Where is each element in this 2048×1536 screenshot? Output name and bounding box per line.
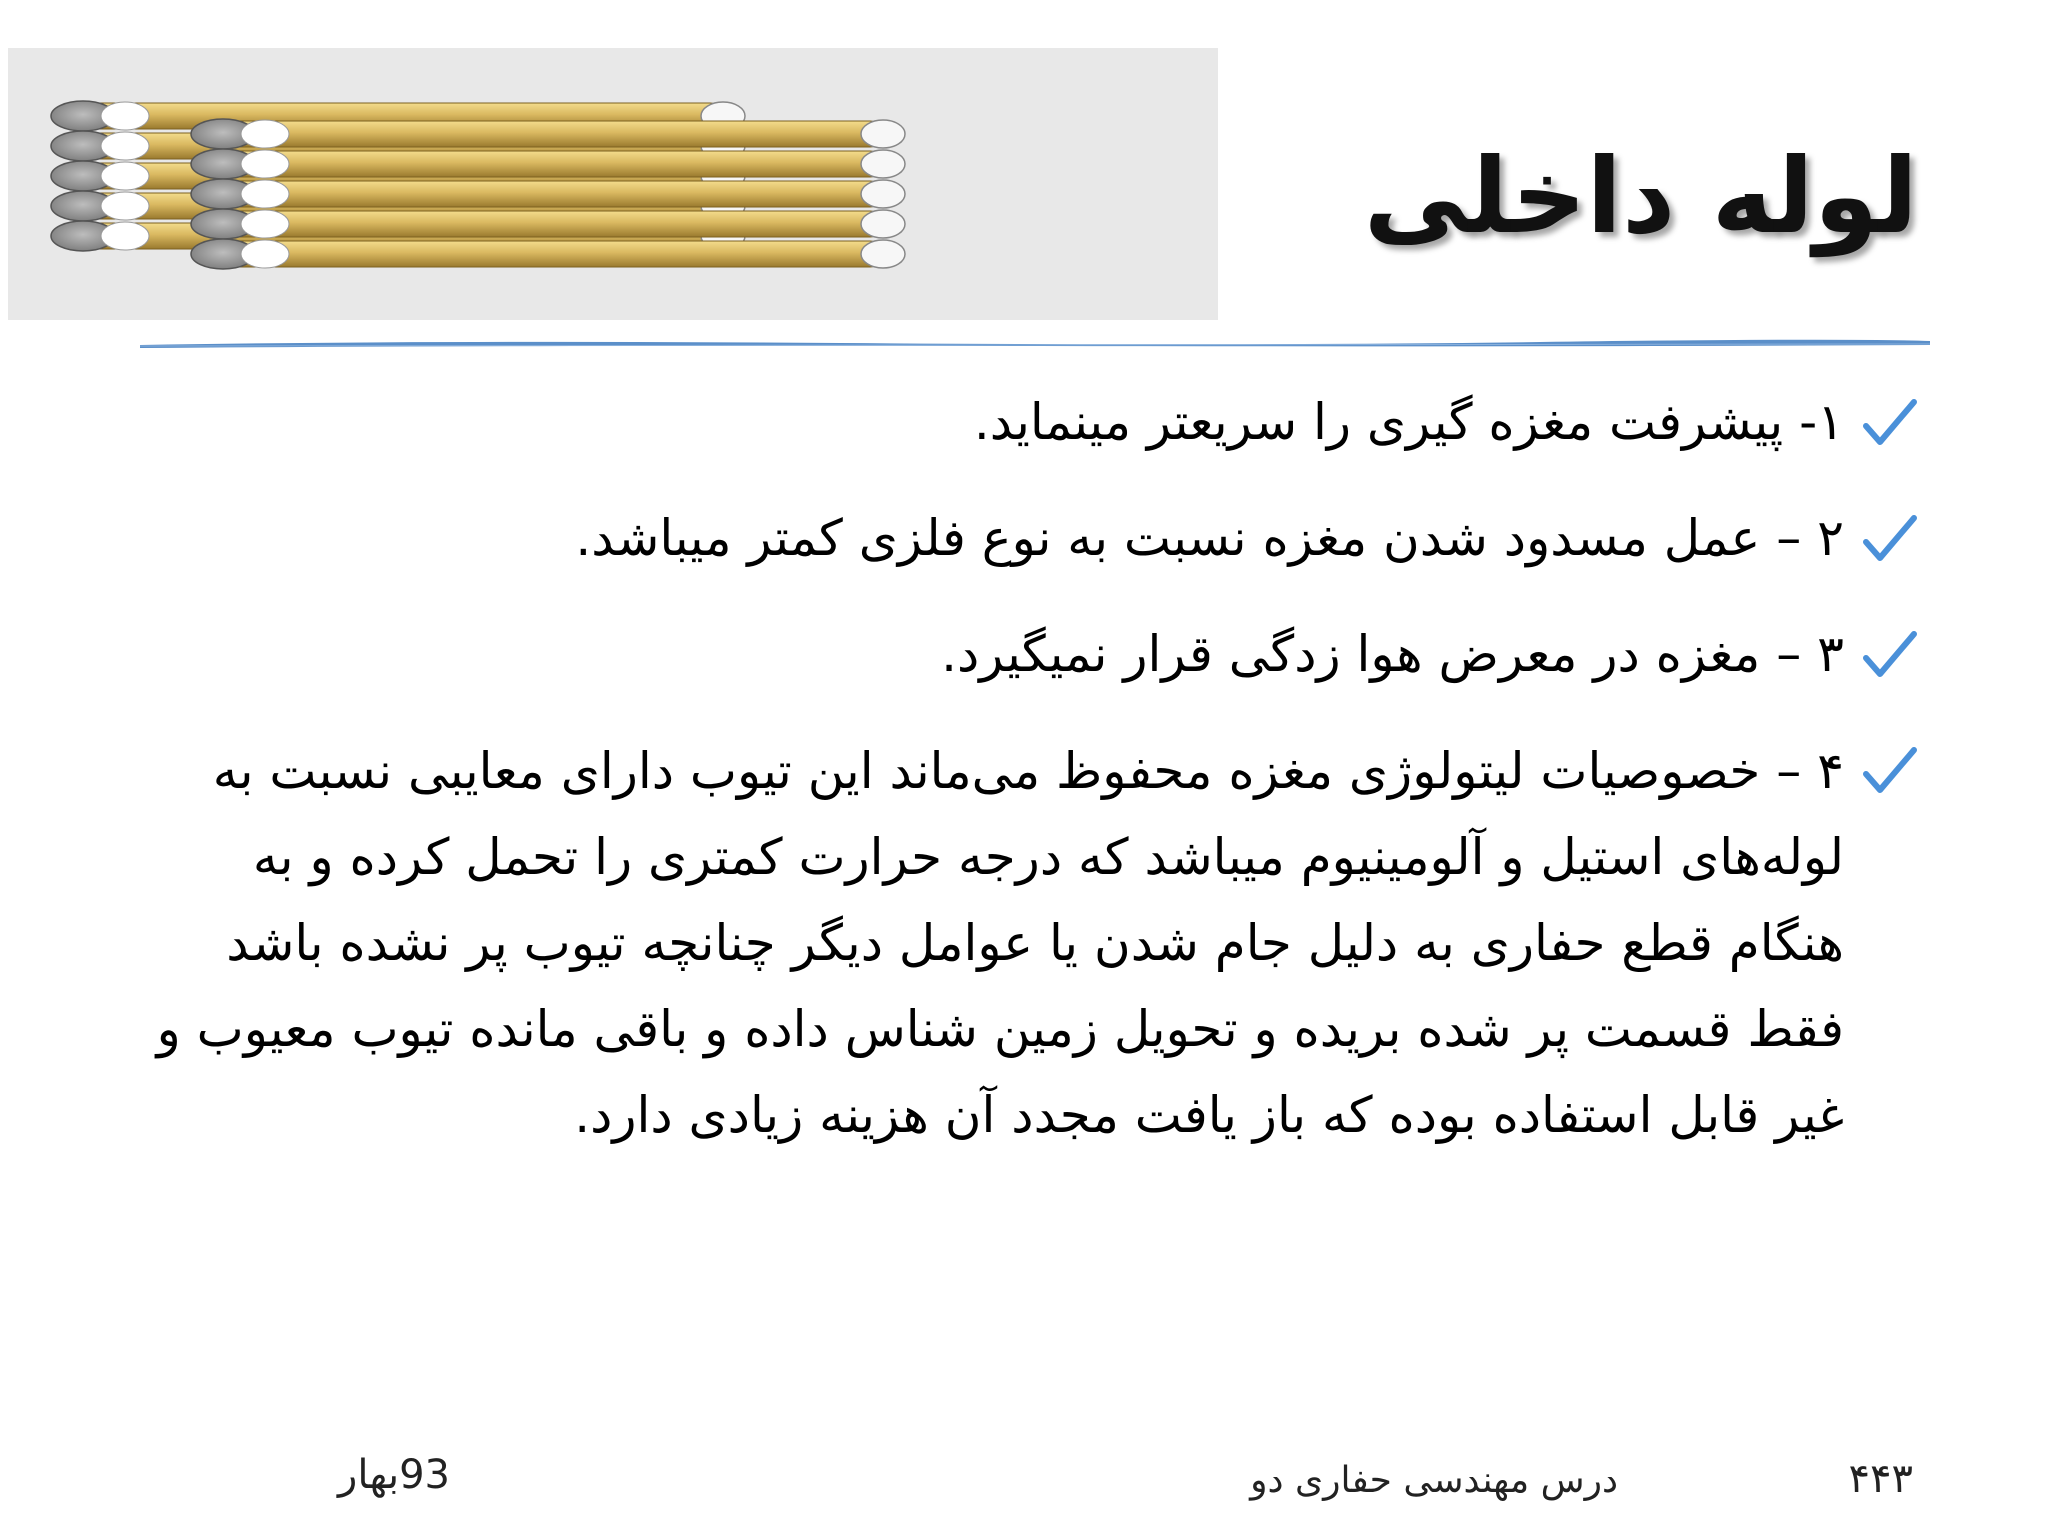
core-tubes-illustration — [8, 48, 1218, 320]
core-tubes-image — [8, 48, 1218, 320]
bullet-list — [138, 380, 1918, 1190]
bullet-item-1 — [138, 380, 1918, 464]
check-icon — [1862, 512, 1918, 564]
bullet-text: ۴ – خصوصیات لیتولوژی مغزه محفوظ می‌ماند این تیوب دارای معایبی نسبت به لوله‌های استیل و آلومینیوم میباشد که درجه حرارت کمتری را تحمل کرده و به هنگام قطع حفاری به دلیل جام شدن یا عوامل دیگر چنانچه تیوب پر نشده باشد فقط قسمت پر شده بریده و تحویل زمین شناس داده و باقی مانده تیوب معیوب و غیر قابل استفاده بوده که باز یافت مجدد آن هزینه زیادی دارد. — [156, 742, 1844, 1144]
bullet-item-3 — [138, 612, 1918, 696]
footer-page-number: ۴۴۳ — [1848, 1456, 1913, 1502]
bullet-item-2 — [138, 496, 1918, 580]
title-divider — [140, 336, 1930, 350]
tube-group — [51, 101, 905, 269]
footer-semester: 93بهار — [338, 1452, 450, 1498]
core-tube — [191, 119, 905, 149]
core-tube — [191, 179, 905, 209]
core-tube — [191, 239, 905, 269]
bullet-text: ۲ – عمل مسدود شدن مغزه نسبت به نوع فلزی کمتر میباشد. — [575, 509, 1844, 567]
bullet-text: ۱- پیشرفت مغزه گیری را سریعتر مینماید. — [973, 393, 1844, 451]
check-icon — [1862, 744, 1918, 796]
check-icon — [1862, 396, 1918, 448]
check-icon — [1862, 628, 1918, 680]
core-tube — [191, 209, 905, 239]
slide-title: لوله داخلی — [1363, 135, 1918, 257]
footer-course: درس مهندسی حفاری دو — [1250, 1460, 1618, 1501]
bullet-text: ۳ – مغزه در معرض هوا زدگی قرار نمیگیرد. — [941, 625, 1844, 683]
core-tube — [191, 149, 905, 179]
bullet-item-4 — [138, 728, 1918, 1158]
